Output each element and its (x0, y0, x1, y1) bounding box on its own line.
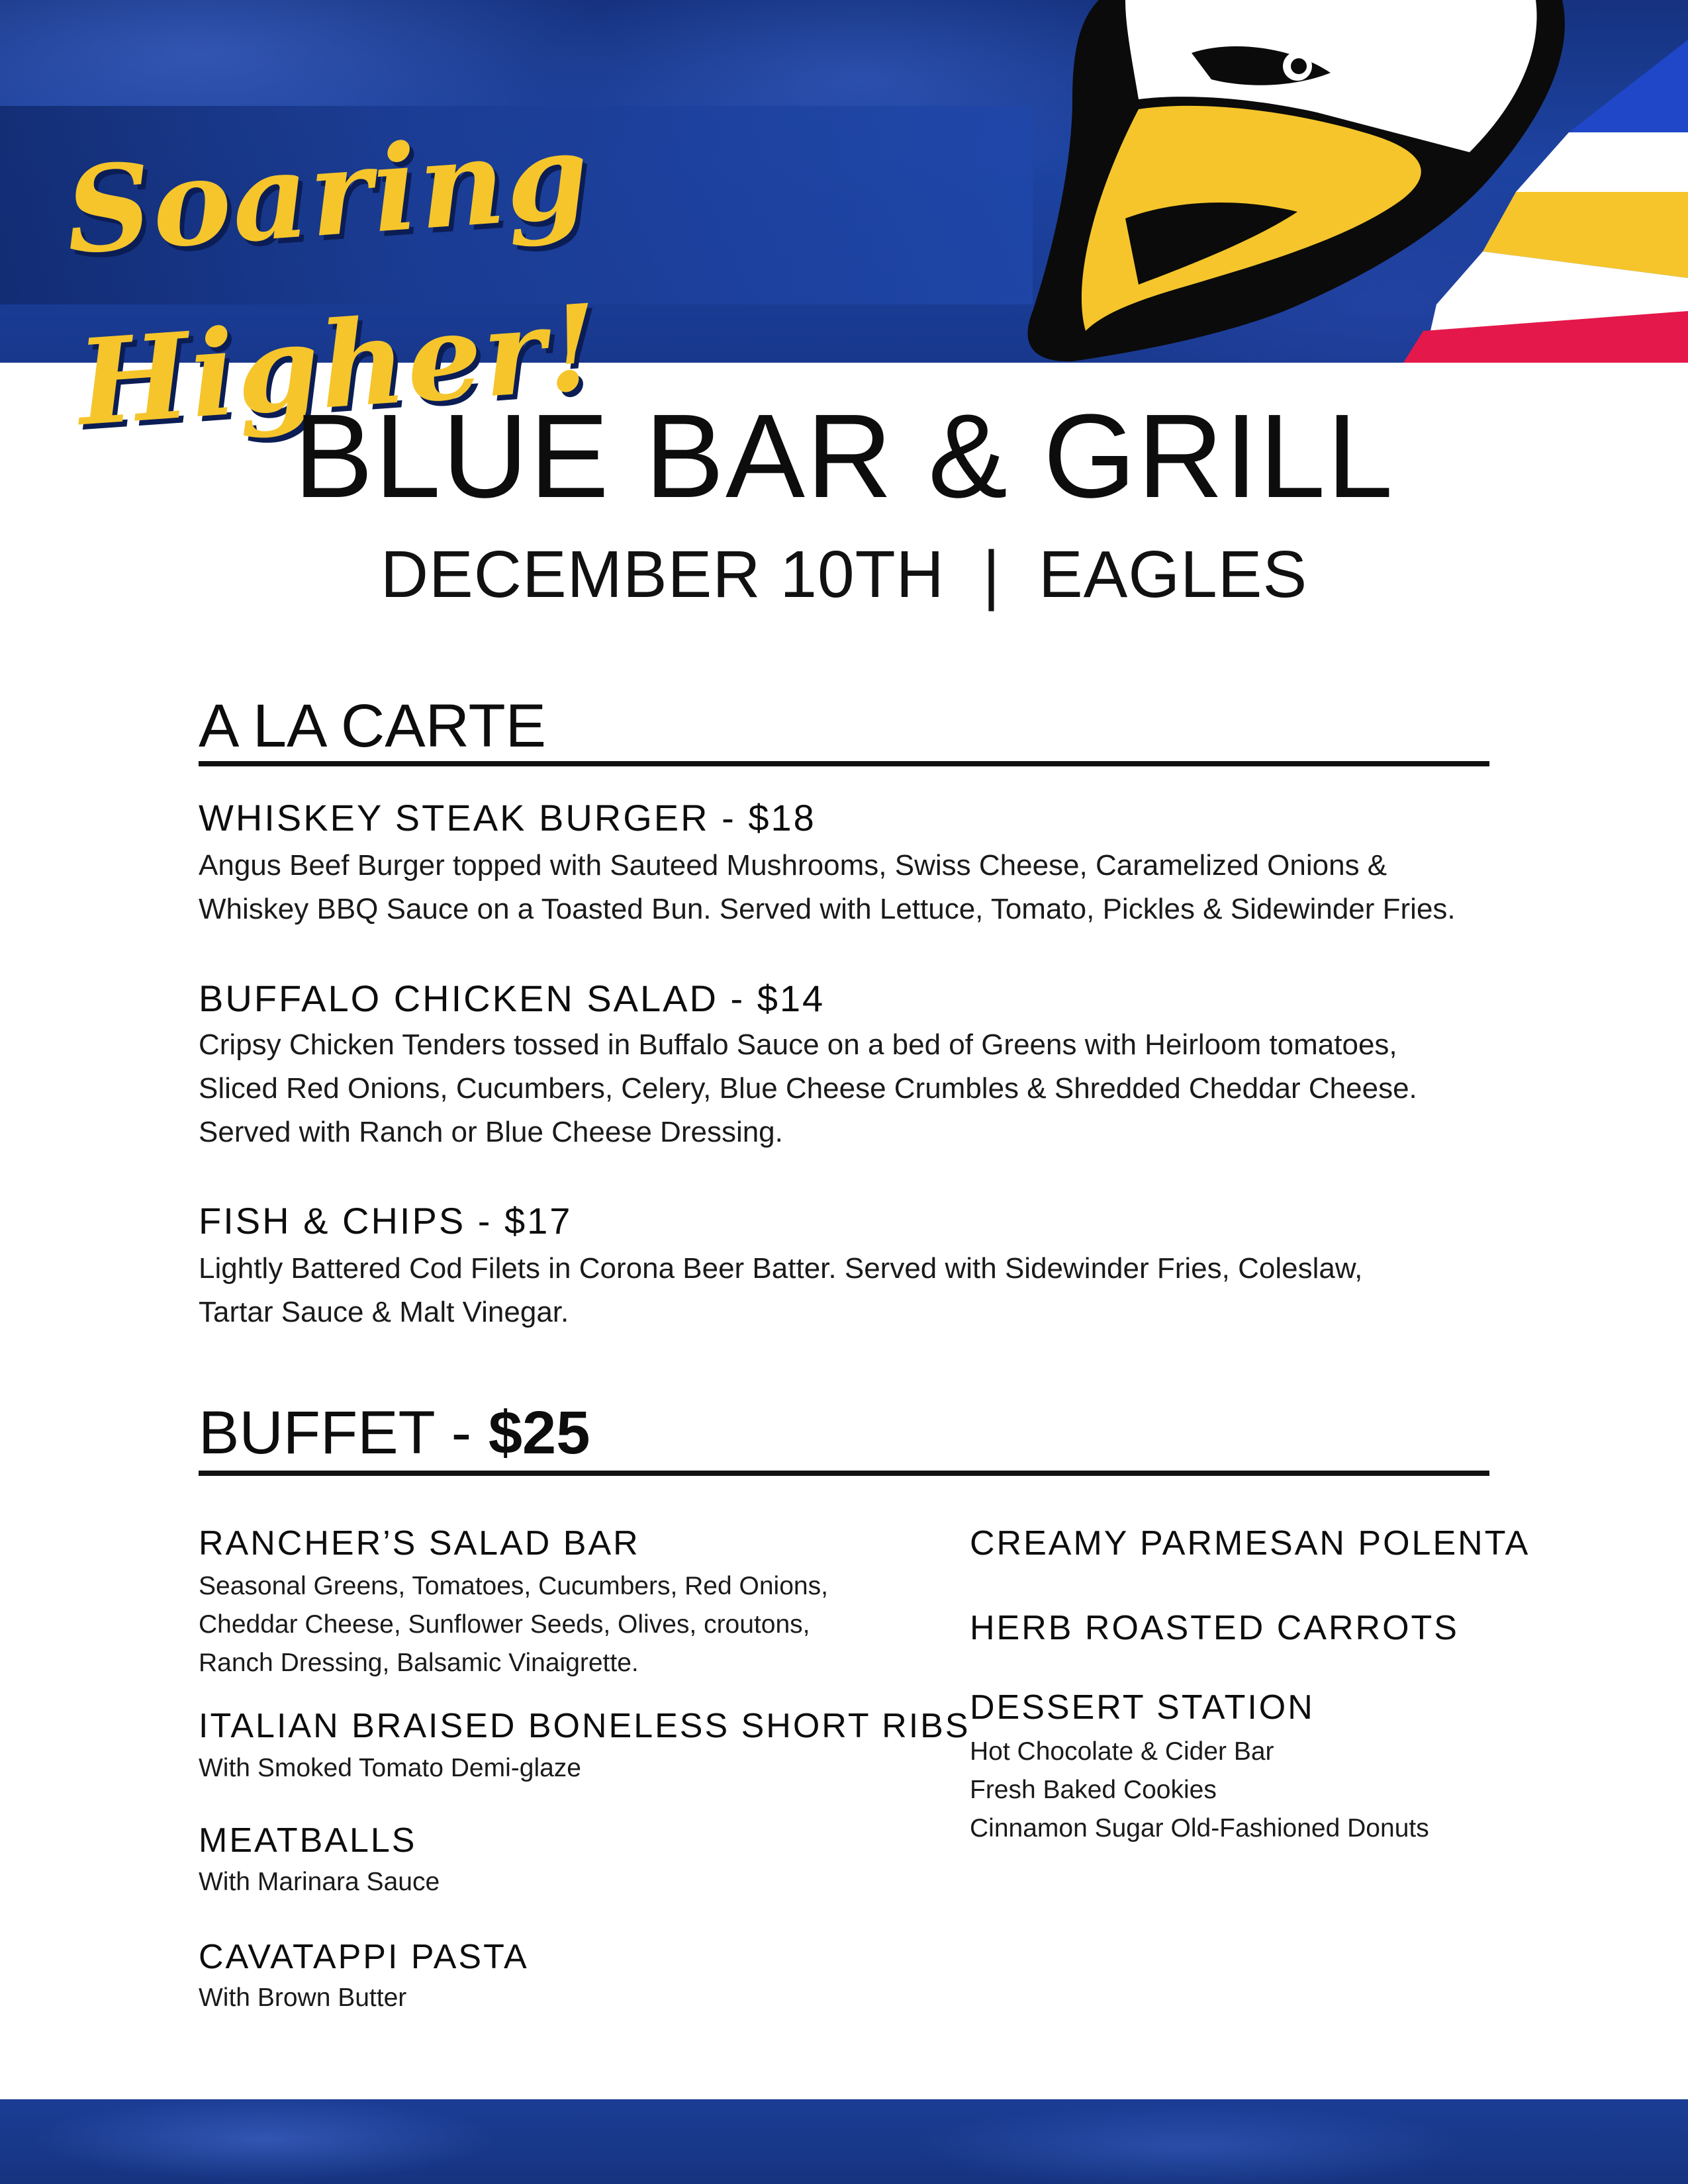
a-la-carte-heading: A LA CARTE (199, 692, 547, 760)
menu-item-description: Cripsy Chicken Tenders tossed in Buffalo Sauce on a bed of Greens with Heirloom tomatoes, Sliced Red Onions, Cucumbers, Celery, Blue Cheese Crumbles & Shredded Cheddar Cheese. Served with Ranch or Blue Cheese Dressing. (199, 1028, 1417, 1148)
buffet-item-name: DESSERT STATION (970, 1688, 1315, 1727)
a-la-carte-divider (199, 761, 1489, 766)
buffet-item-name: ITALIAN BRAISED BONELESS SHORT RIBS (199, 1707, 970, 1745)
eagle-head-icon (0, 0, 1688, 453)
buffet-item-name: RANCHER’S SALAD BAR (199, 1524, 640, 1563)
buffet-item-description: Hot Chocolate & Cider Bar Fresh Baked Cookies Cinnamon Sugar Old-Fashioned Donuts (970, 1737, 1429, 1843)
buffet-item-name: CREAMY PARMESAN POLENTA (970, 1524, 1530, 1563)
menu-item-name: WHISKEY STEAK BURGER - $18 (199, 797, 816, 839)
buffet-divider (199, 1471, 1489, 1476)
buffet-item-description: With Marinara Sauce (199, 1868, 440, 1896)
header-banner (0, 0, 1688, 453)
footer-banner (0, 2099, 1688, 2184)
event-subtitle: DECEMBER 10TH | EAGLES (380, 537, 1308, 612)
buffet-price: $25 (488, 1399, 590, 1467)
page-title: BLUE BAR & GRILL (293, 390, 1395, 523)
buffet-heading (199, 1396, 1489, 1469)
buffet-item-name: CAVATAPPI PASTA (199, 1938, 529, 1976)
buffet-heading-word: BUFFET (199, 1399, 435, 1467)
buffet-item-name: HERB ROASTED CARROTS (970, 1609, 1459, 1647)
menu-item-description: Angus Beef Burger topped with Sauteed Mushrooms, Swiss Cheese, Caramelized Onions & Whiskey BBQ Sauce on a Toasted Bun. Served with Lettuce, Tomato, Pickles & Sidewinder Fries. (199, 849, 1456, 925)
menu-item-name: BUFFALO CHICKEN SALAD - $14 (199, 978, 825, 1019)
buffet-item-name: MEATBALLS (199, 1821, 417, 1860)
menu-item-name: FISH & CHIPS - $17 (199, 1200, 573, 1242)
tagline: Soaring Higher! (61, 106, 604, 453)
buffet-heading-separator: - (434, 1399, 489, 1467)
buffet-item-description: Seasonal Greens, Tomatoes, Cucumbers, Red Onions, Cheddar Cheese, Sunflower Seeds, Olives, croutons, Ranch Dressing, Balsamic Vinaigrette. (199, 1572, 828, 1677)
buffet-item-description: With Smoked Tomato Demi-glaze (199, 1754, 581, 1782)
menu-item-description: Lightly Battered Cod Filets in Corona Beer Batter. Served with Sidewinder Fries, Coleslaw, Tartar Sauce & Malt Vinegar. (199, 1252, 1363, 1328)
buffet-item-description: With Brown Butter (199, 1983, 407, 2012)
